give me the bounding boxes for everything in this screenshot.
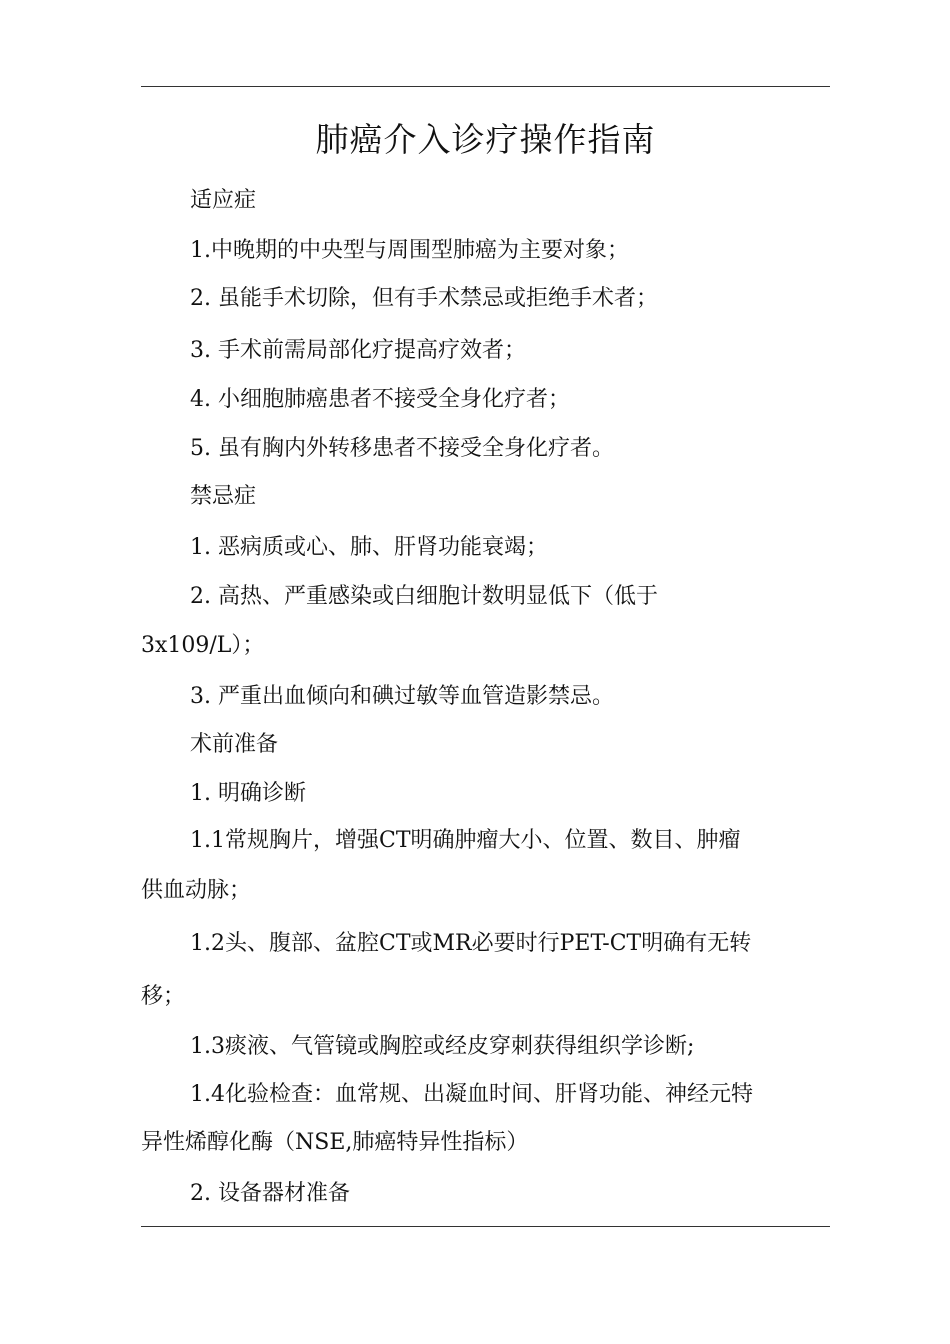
paragraph-line: 1.4化验检查：血常规、出凝血时间、肝肾功能、神经元特 bbox=[190, 1082, 753, 1107]
section-heading-contraindications: 禁忌症 bbox=[190, 484, 257, 509]
paragraph-line: 1.3痰液、气管镜或胸腔或经皮穿刺获得组织学诊断; bbox=[190, 1034, 695, 1059]
paragraph-line: 异性烯醇化酶（NSE,肺癌特异性指标） bbox=[141, 1130, 529, 1155]
paragraph-line: 1.1常规胸片，增强CT明确肿瘤大小、位置、数目、肿瘤 bbox=[190, 828, 741, 853]
header-rule bbox=[141, 86, 830, 87]
section-heading-preparation: 术前准备 bbox=[190, 732, 279, 757]
paragraph-line: 4. 小细胞肺癌患者不接受全身化疗者； bbox=[190, 387, 570, 412]
paragraph-line: 3x109/L）； bbox=[141, 633, 265, 658]
paragraph-line: 3. 手术前需局部化疗提高疗效者； bbox=[190, 338, 526, 363]
section-heading-indications: 适应症 bbox=[190, 188, 257, 213]
paragraph-line: 移； bbox=[141, 984, 186, 1009]
paragraph-line: 1. 恶病质或心、肺、肝肾功能衰竭； bbox=[190, 535, 548, 560]
paragraph-line: 2. 高热、严重感染或白细胞计数明显低下（低于 bbox=[190, 584, 658, 609]
paragraph-line: 1.中晚期的中央型与周围型肺癌为主要对象； bbox=[190, 238, 629, 263]
paragraph-line: 1. 明确诊断 bbox=[190, 781, 306, 806]
footer-rule bbox=[141, 1226, 830, 1227]
document-title: 肺癌介入诊疗操作指南 bbox=[315, 120, 656, 159]
paragraph-line: 2. 虽能手术切除，但有手术禁忌或拒绝手术者； bbox=[190, 286, 658, 311]
paragraph-line: 3. 严重出血倾向和碘过敏等血管造影禁忌。 bbox=[190, 684, 614, 709]
paragraph-line: 5. 虽有胸内外转移患者不接受全身化疗者。 bbox=[190, 436, 614, 461]
paragraph-line: 2. 设备器材准备 bbox=[190, 1181, 350, 1206]
paragraph-line: 供血动脉； bbox=[141, 878, 252, 903]
paragraph-line: 1.2头、腹部、盆腔CT或MR必要时行PET-CT明确有无转 bbox=[190, 931, 752, 956]
